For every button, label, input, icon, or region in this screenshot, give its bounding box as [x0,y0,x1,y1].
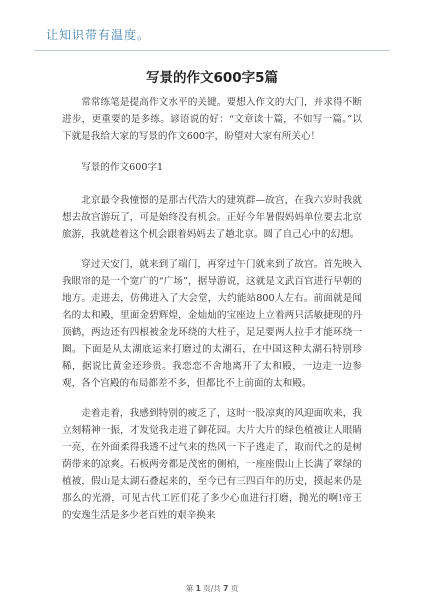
footer-prefix: 第 [185,584,194,593]
footer-page-number: 1 [195,584,201,593]
page-footer [0,583,424,594]
footer-suffix: 页 [230,584,239,593]
body-paragraph: 走着走着，我感到特别的疲乏了，这时一股凉爽的风迎面吹来，我立刻精神一振，才发觉我走进了御花园。大片大片的绿色植被让人眼睛一亮，在外面柔得我透不过气来的热风一下子逃走了，取而代之的是树荫带来的凉爽。石板两旁都是茂密的侧柏，一座座假山上长满了翠绿的植被，假山是太湖石叠起来的，至今已有三四百年的历史，摸起来仍是那么的光滑，可见古代工匠们花了多少心血进行打磨，抛光的啊!帝王的安逸生活是多少老百姓的艰辛换来 [62,408,362,521]
body-paragraph: 穿过天安门，就来到了端门，再穿过午门就来到了故宫。首先映入我眼帘的是一个宽广的“广场”，据导游说，这就是文武百官进行早朝的地方。走进去，仿佛进入了大会堂，大约能站800人左右。前面就是闻名的太和殿，里面金碧辉煌，金灿灿的宝座边上立着两只活敏捷现的丹顶鹤，两边还有四根被金龙环绕的大柱子，足足要两人拉手才能环绕一圈。下面是从太湖底运来打磨过的太湖石，在中国这种太湖石特别珍稀，据说比黄金还珍贵。我恋恋不舍地离开了太和殿，一边走一边参观，各个宫殿的布局都差不多，但都比不上前面的太和殿。 [62,259,362,389]
document-title: 写景的作文600字5篇 [145,70,279,86]
footer-total-pages: 7 [223,584,229,593]
section-subtitle: 写景的作文600字1 [81,162,164,173]
header-tagline: 让知识带有温度。 [46,28,151,42]
footer-mid: 页/共 [203,584,221,593]
header-divider [34,50,390,51]
document-body [62,94,362,537]
body-paragraph: 北京最令我憧憬的是那古代浩大的建筑群—故宫，在我六岁时我就想去故宫游玩了，可是始终没有机会。正好今年暑假妈妈单位要去北京旅游，我就趁着这个机会跟着妈妈去了趟北京。圆了自己心中的幻想。 [62,195,362,240]
intro-paragraph: 常常练笔是提高作文水平的关键。要想入作文的大门，并求得不断进步，更重要的是多练。谚语说的好：“文章读十篇，不如写一篇。”以下就是我给大家的写景的作文600字，盼望对大家有所关心！ [62,97,362,142]
